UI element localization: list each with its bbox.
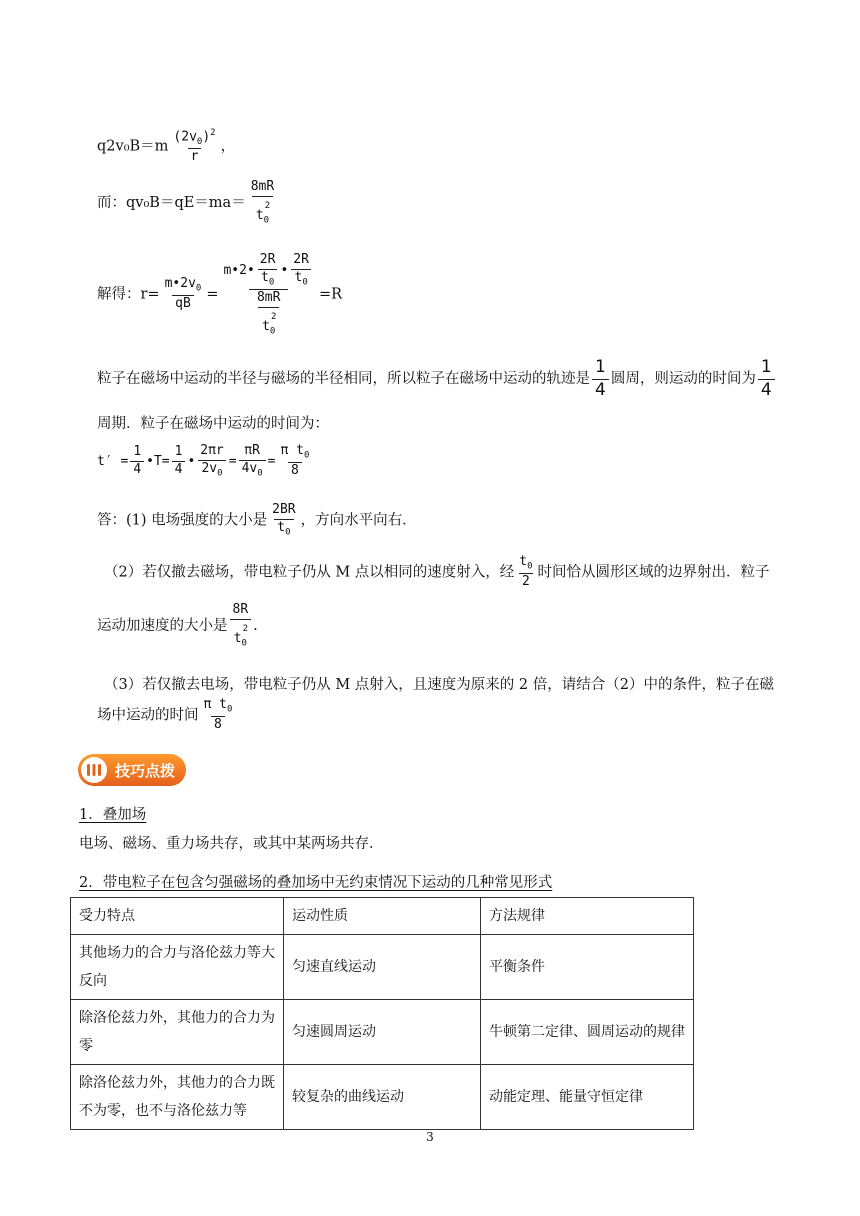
paragraph-line: 周期．粒子在磁场中运动的时间为： — [97, 416, 329, 432]
table-cell: 匀速直线运动 — [284, 935, 481, 1000]
fraction-denominator: t — [277, 519, 286, 535]
subscript: 0 — [226, 704, 233, 715]
answer-3: （3）若仅撤去电场，带电粒子仍从 M 点射入，且速度为原来的 2 倍，请结合（2）中的条件，粒子在磁 — [104, 677, 774, 693]
equals-sign: = — [206, 286, 219, 303]
answer-text: 答：(1) 电场强度的大小是 — [97, 512, 268, 529]
fraction — [278, 444, 313, 479]
subscript: 0 — [527, 561, 533, 572]
fraction-numerator: 1 — [595, 357, 606, 377]
fraction-numerator: m•2v — [164, 276, 196, 292]
table-header-cell: 运动性质 — [284, 898, 481, 935]
superscript: 2 — [242, 623, 249, 634]
subscript: 0 — [263, 215, 270, 226]
section-2-title — [79, 871, 552, 892]
fraction — [230, 603, 252, 649]
equation-tail: ， — [220, 138, 236, 155]
fraction-denominator: 8 — [211, 716, 225, 733]
subscript: 0 — [257, 468, 263, 479]
tips-badge — [78, 754, 186, 786]
dot-operator: • — [187, 453, 196, 469]
fraction-numerator: 1 — [133, 444, 142, 459]
fraction — [201, 698, 236, 733]
equation-lhs: 解得：r= — [97, 286, 160, 303]
superscript: 2 — [271, 311, 277, 322]
paragraph-text: 粒子在磁场中运动的半径与磁场的半径相同，所以粒子在磁场中运动的轨迹是 — [97, 371, 590, 388]
answer-3-line — [97, 698, 237, 733]
answer-text: 运动加速度的大小是 — [97, 617, 228, 634]
section-1-body: 电场、磁场、重力场共存，或其中某两场共存． — [79, 836, 384, 852]
superscript: 2 — [264, 200, 271, 211]
equals-sign: = — [228, 453, 237, 469]
table-cell: 较复杂的曲线运动 — [284, 1065, 481, 1130]
fraction — [248, 180, 277, 226]
paragraph-text: 圆周，则运动的时间为 — [610, 371, 756, 388]
fraction-numerator-tail: ) — [202, 129, 211, 145]
table-row — [71, 1065, 694, 1130]
fraction — [254, 291, 283, 337]
fraction-numerator: 2BR — [272, 502, 296, 517]
fraction-numerator: 1 — [174, 444, 183, 459]
fraction — [592, 358, 609, 400]
fraction — [172, 445, 186, 478]
equals-sign: = — [267, 453, 276, 469]
equation-lhs: t′ = — [97, 453, 129, 469]
fraction-denominator: 4 — [758, 379, 775, 401]
table-cell: 平衡条件 — [481, 935, 694, 1000]
page-number: 3 — [426, 1130, 434, 1144]
table-cell: 匀速圆周运动 — [284, 1000, 481, 1065]
fraction-numerator: 2R — [293, 252, 309, 267]
answer-1 — [97, 503, 417, 538]
fraction — [290, 253, 312, 288]
fraction-denominator: 4 — [130, 461, 144, 478]
table-cell: 其他场力的合力与洛伦兹力等大反向 — [71, 935, 284, 1000]
fraction-numerator: π t — [203, 697, 227, 712]
paragraph-trajectory — [97, 358, 777, 400]
table-cell: 牛顿第二定律、圆周运动的规律 — [481, 1000, 694, 1065]
answer-text: 时间恰从圆形区域的边界射出．粒子 — [537, 564, 770, 581]
fraction-denominator: t — [294, 269, 303, 285]
equation-operator: •T= — [146, 453, 170, 469]
subscript: 0 — [241, 638, 247, 649]
equation-time — [97, 444, 314, 479]
fraction — [130, 445, 144, 478]
subscript: 0 — [302, 277, 308, 288]
fraction-denominator: t — [255, 207, 264, 223]
fraction-numerator: 2πr — [200, 443, 224, 458]
table-header-cell: 受力特点 — [71, 898, 284, 935]
fraction — [269, 503, 298, 538]
subscript: 0 — [285, 527, 291, 538]
superscript: 2 — [210, 128, 216, 138]
subscript: 0 — [268, 277, 275, 288]
subscript: 0 — [196, 136, 203, 147]
table-header-cell: 方法规律 — [481, 898, 694, 935]
answer-2-line — [97, 603, 258, 649]
equation-lhs: q2v₀B＝m — [97, 138, 169, 155]
fraction-denominator: 4v — [241, 460, 258, 476]
answer-text: 场中运动的时间 — [97, 707, 199, 724]
fraction — [758, 358, 775, 400]
fraction-denominator: 8 — [288, 462, 302, 479]
motion-forms-table — [70, 897, 694, 1130]
fraction-numerator: m•2• — [223, 262, 255, 278]
fraction — [257, 253, 279, 288]
fraction-numerator: 8mR — [256, 289, 281, 305]
table-row — [71, 1000, 694, 1065]
fraction-numerator: π t — [280, 443, 304, 458]
fraction-denominator: t — [233, 630, 242, 646]
equation-radius — [97, 253, 342, 336]
subscript: 0 — [269, 326, 276, 337]
fraction — [239, 444, 266, 479]
fraction-denominator: 2 — [519, 573, 533, 590]
fraction-denominator: 4 — [172, 461, 186, 478]
tips-badge-label: 技巧点拨 — [115, 761, 176, 780]
fraction-numerator: (2v — [173, 129, 197, 145]
subscript: 0 — [195, 283, 202, 294]
dot-operator: • — [280, 262, 289, 278]
fraction-numerator: πR — [244, 443, 260, 458]
equation-lhs: 而：qv₀B＝qE＝ma＝ — [97, 194, 246, 211]
table-cell: 动能定理、能量守恒定律 — [481, 1065, 694, 1130]
equation-acceleration — [97, 180, 279, 226]
fraction-denominator: t — [261, 269, 269, 285]
fraction-denominator: r — [188, 148, 202, 165]
fraction — [170, 128, 218, 165]
equation-result: =R — [318, 286, 343, 303]
fraction — [516, 555, 535, 590]
subscript: 0 — [303, 450, 310, 461]
answer-text: ，方向水平向右． — [300, 512, 417, 529]
fraction-numerator: 1 — [760, 357, 772, 377]
fraction-denominator: 2v — [201, 460, 218, 476]
section-1-title — [79, 803, 146, 824]
section-1-title-text: 1．叠加场 — [79, 807, 147, 823]
fraction-numerator: 2R — [259, 252, 276, 267]
table-header-row — [71, 898, 694, 935]
fraction-numerator: t — [519, 554, 528, 569]
section-2-title-text: 2．带电粒子在包含匀强磁场的叠加场中无约束情况下运动的几种常见形式 — [79, 875, 553, 891]
tips-icon — [81, 757, 107, 783]
table-row — [71, 935, 694, 1000]
table-cell: 除洛伦兹力外，其他力的合力为零 — [71, 1000, 284, 1065]
fraction — [162, 277, 205, 312]
table-cell: 除洛伦兹力外，其他力的合力既不为零，也不与洛伦兹力等 — [71, 1065, 284, 1130]
equation-force-balance — [97, 128, 235, 165]
subscript: 0 — [217, 468, 223, 479]
answer-2 — [104, 555, 770, 590]
fraction-denominator: 4 — [592, 379, 609, 401]
answer-text: （2）若仅撤去磁场，带电粒子仍从 M 点以相同的速度射入，经 — [104, 564, 515, 581]
compound-fraction — [220, 253, 316, 336]
fraction-denominator: qB — [172, 295, 194, 312]
fraction — [197, 444, 226, 479]
fraction-denominator: t — [262, 318, 270, 334]
answer-text: . — [253, 617, 258, 634]
fraction-numerator: 8mR — [250, 179, 275, 194]
fraction-numerator: 8R — [232, 602, 249, 617]
